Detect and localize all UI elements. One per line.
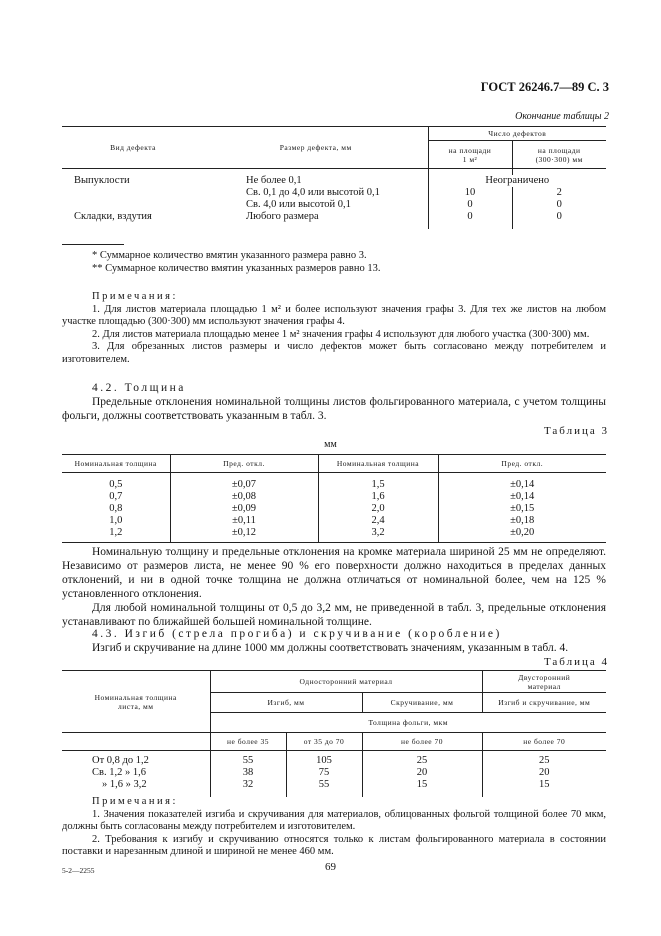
notes-2-item-2: 2. Требования к изгибу и скручиванию относятся только к листам фольгированного материала в состоянии поставки и нарезанным длиной и шириной не менее 460 мм. bbox=[62, 833, 606, 857]
table-row bbox=[62, 479, 606, 491]
thickness-interpolation-paragraph: Для любой номинальной толщины от 0,5 до 3,2 мм, не приведенной в табл. 3, предельные отклонения устанавливают по ближайшей большей номинальной толщине. bbox=[62, 602, 606, 628]
table-row bbox=[62, 515, 606, 527]
thickness-cell: 0,8 bbox=[109, 503, 123, 514]
page-header: ГОСТ 26246.7—89 С. 3 bbox=[480, 80, 609, 94]
section-4-2-heading: 4.2. Толщина bbox=[92, 382, 186, 394]
table-4-caption: Таблица 4 bbox=[543, 656, 609, 668]
count-300-cell: 2 bbox=[512, 187, 606, 199]
defects-table bbox=[62, 126, 606, 229]
thickness-cell: 3,2 bbox=[318, 527, 438, 539]
footnote-rule bbox=[62, 244, 124, 245]
count-1m2-cell: 0 bbox=[428, 199, 512, 211]
table-row bbox=[62, 767, 606, 779]
deviation-cell: ±0,07 bbox=[170, 479, 318, 491]
notes-2-heading: Примечания: bbox=[92, 796, 178, 807]
table-row bbox=[62, 199, 606, 211]
notes-1 bbox=[62, 291, 606, 366]
deviation-cell: ±0,15 bbox=[438, 503, 606, 515]
print-code: 5-2—2255 bbox=[62, 866, 95, 875]
defect-type-cell: Складки, вздутия bbox=[74, 211, 152, 222]
notes-1-item-1: 1. Для листов материала площадью 1 м² и более используют значения графы 3. Для тех же листов на любом участке площадью (300·300) мм используют значения графы 4. bbox=[62, 303, 606, 327]
col-two-sided-up-to-70: не более 70 bbox=[482, 733, 606, 751]
defect-size-cell: Любого размера bbox=[246, 211, 319, 222]
thickness-range-cell: От 0,8 до 1,2 bbox=[92, 755, 149, 766]
footnote-2: ** Суммарное количество вмятин указанных размеров равно 13. bbox=[92, 263, 381, 274]
thickness-cell: 1,6 bbox=[318, 491, 438, 503]
col-area-300-line1: на площади bbox=[537, 145, 581, 155]
col-defect-type: Вид дефекта bbox=[62, 127, 204, 169]
col-area-1m2 bbox=[428, 141, 512, 169]
defect-size-cell: Св. 0,1 до 4,0 или высотой 0,1 bbox=[246, 187, 380, 198]
value-cell: 25 bbox=[362, 755, 482, 767]
col-deviation-1: Пред. откл. bbox=[170, 455, 318, 473]
col-two-sided-line2: материал bbox=[527, 681, 561, 691]
value-cell: 75 bbox=[286, 767, 362, 779]
section-4-3 bbox=[62, 627, 606, 655]
col-defect-count: Число дефектов bbox=[428, 127, 606, 141]
header-spacer bbox=[62, 733, 210, 751]
deviation-cell: ±0,14 bbox=[438, 491, 606, 503]
table-row bbox=[62, 211, 606, 223]
notes-1-item-3: 3. Для обрезанных листов размеры и число дефектов может быть согласовано между потребителем и изготовителем. bbox=[62, 341, 606, 365]
value-cell: 38 bbox=[210, 767, 286, 779]
bend-twist-table bbox=[62, 670, 606, 797]
col-two-sided-line1: Двусторонний bbox=[518, 672, 571, 682]
deviation-cell: ±0,08 bbox=[170, 491, 318, 503]
table-continuation-caption: Окончание таблицы 2 bbox=[515, 111, 609, 122]
table-row bbox=[62, 175, 606, 187]
value-cell: 55 bbox=[286, 779, 362, 791]
col-35-to-70: от 35 до 70 bbox=[286, 733, 362, 751]
value-cell: 32 bbox=[210, 779, 286, 791]
thickness-cell: 1,5 bbox=[318, 479, 438, 491]
notes-2 bbox=[62, 796, 606, 859]
count-1m2-cell: 0 bbox=[428, 211, 512, 223]
value-cell: 55 bbox=[210, 755, 286, 767]
thickness-cell: 1,0 bbox=[109, 515, 123, 526]
col-twist: Скручивание, мм bbox=[362, 693, 482, 713]
col-area-300 bbox=[512, 141, 606, 169]
count-1m2-cell: 10 bbox=[428, 187, 512, 199]
page-number: 69 bbox=[325, 861, 336, 873]
thickness-range-cell: » 1,6 » 3,2 bbox=[102, 779, 147, 790]
deviation-cell: ±0,14 bbox=[438, 479, 606, 491]
section-4-2 bbox=[62, 381, 606, 423]
table-row bbox=[62, 503, 606, 515]
thickness-paragraphs bbox=[62, 545, 606, 629]
thickness-range-cell: Св. 1,2 » 1,6 bbox=[92, 767, 146, 778]
col-one-sided: Односторонний материал bbox=[210, 671, 482, 693]
thickness-edge-paragraph: Номинальную толщину и предельные отклонения на кромке материала шириной 25 мм не определяют. Независимо от размеров листа, не менее 90 % его поверхности должно находиться в пределах данных отклонений, и ни в одной точке толщина не должна отличаться от номинальной более, чем на 125 % установленного отклонения. bbox=[62, 546, 606, 600]
thickness-table bbox=[62, 454, 606, 543]
count-300-cell: 0 bbox=[512, 211, 606, 223]
thickness-cell: 0,5 bbox=[109, 479, 123, 490]
defect-type-cell bbox=[62, 187, 204, 199]
section-4-3-text: Изгиб и скручивание на длине 1000 мм должны соответствовать значениям, указанным в табл. 4. bbox=[92, 642, 569, 654]
value-cell: 20 bbox=[482, 767, 606, 779]
value-cell: 105 bbox=[286, 755, 362, 767]
col-nominal-line1: Номинальная толщина bbox=[94, 692, 177, 702]
defect-type-cell bbox=[62, 199, 204, 211]
defect-size-cell: Св. 4,0 или высотой 0,1 bbox=[246, 199, 351, 210]
deviation-cell: ±0,11 bbox=[170, 515, 318, 527]
col-nominal-sheet-thickness bbox=[62, 671, 210, 733]
table-row bbox=[62, 187, 606, 199]
deviation-cell: ±0,18 bbox=[438, 515, 606, 527]
col-area-1m2-line2: 1 м² bbox=[462, 154, 478, 164]
col-nominal-thickness-1: Номинальная толщина bbox=[62, 455, 170, 473]
value-cell: 25 bbox=[482, 755, 606, 767]
col-bend: Изгиб, мм bbox=[210, 693, 362, 713]
col-area-300-line2: (300·300) мм bbox=[535, 154, 583, 164]
value-cell: 15 bbox=[362, 779, 482, 791]
col-foil-thickness: Толщина фольги, мкм bbox=[210, 713, 606, 733]
table-row bbox=[62, 491, 606, 503]
deviation-cell: ±0,20 bbox=[438, 527, 606, 539]
deviation-cell: ±0,12 bbox=[170, 527, 318, 539]
col-up-to-35: не более 35 bbox=[210, 733, 286, 751]
col-area-1m2-line1: на площади bbox=[448, 145, 492, 155]
notes-2-item-1: 1. Значения показателей изгиба и скручивания для материалов, облицованных фольгой толщиной более 70 мкм, должны быть согласованы между потребителем и изготовителем. bbox=[62, 808, 606, 832]
col-deviation-2: Пред. откл. bbox=[438, 455, 606, 473]
thickness-cell: 2,4 bbox=[318, 515, 438, 527]
notes-1-item-2: 2. Для листов материала площадью менее 1 м² значения графы 4 используют для любого участка (300·300) мм. bbox=[92, 328, 590, 340]
thickness-cell: 0,7 bbox=[109, 491, 123, 502]
defect-size-cell: Не более 0,1 bbox=[246, 175, 302, 186]
defect-type-cell: Выпуклости bbox=[74, 175, 130, 186]
col-nominal-line2: листа, мм bbox=[117, 701, 154, 711]
col-two-sided bbox=[482, 671, 606, 693]
merged-count-cell: Неограничено bbox=[428, 175, 606, 187]
count-300-cell: 0 bbox=[512, 199, 606, 211]
table-row bbox=[62, 755, 606, 767]
notes-1-heading: Примечания: bbox=[92, 291, 178, 302]
value-cell: 15 bbox=[482, 779, 606, 791]
thickness-cell: 1,2 bbox=[109, 527, 123, 538]
table-3-caption: Таблица 3 bbox=[543, 425, 609, 437]
thickness-cell: 2,0 bbox=[318, 503, 438, 515]
col-defect-size: Размер дефекта, мм bbox=[204, 127, 428, 169]
section-4-3-heading: 4.3. Изгиб (стрела прогиба) и скручивание (коробление) bbox=[92, 628, 502, 640]
col-nominal-thickness-2: Номинальная толщина bbox=[318, 455, 438, 473]
footnote-1: * Суммарное количество вмятин указанного размера равно 3. bbox=[92, 250, 367, 261]
section-4-2-text: Предельные отклонения номинальной толщины листов фольгированного материала, с учетом толщины фольги, должны соответствовать указанным в табл. 3. bbox=[62, 396, 606, 422]
table-row bbox=[62, 779, 606, 791]
col-twist-up-to-70: не более 70 bbox=[362, 733, 482, 751]
deviation-cell: ±0,09 bbox=[170, 503, 318, 515]
table-row bbox=[62, 527, 606, 539]
value-cell: 20 bbox=[362, 767, 482, 779]
col-bend-twist: Изгиб и скручивание, мм bbox=[482, 693, 606, 713]
table-3-unit: мм bbox=[324, 439, 337, 450]
